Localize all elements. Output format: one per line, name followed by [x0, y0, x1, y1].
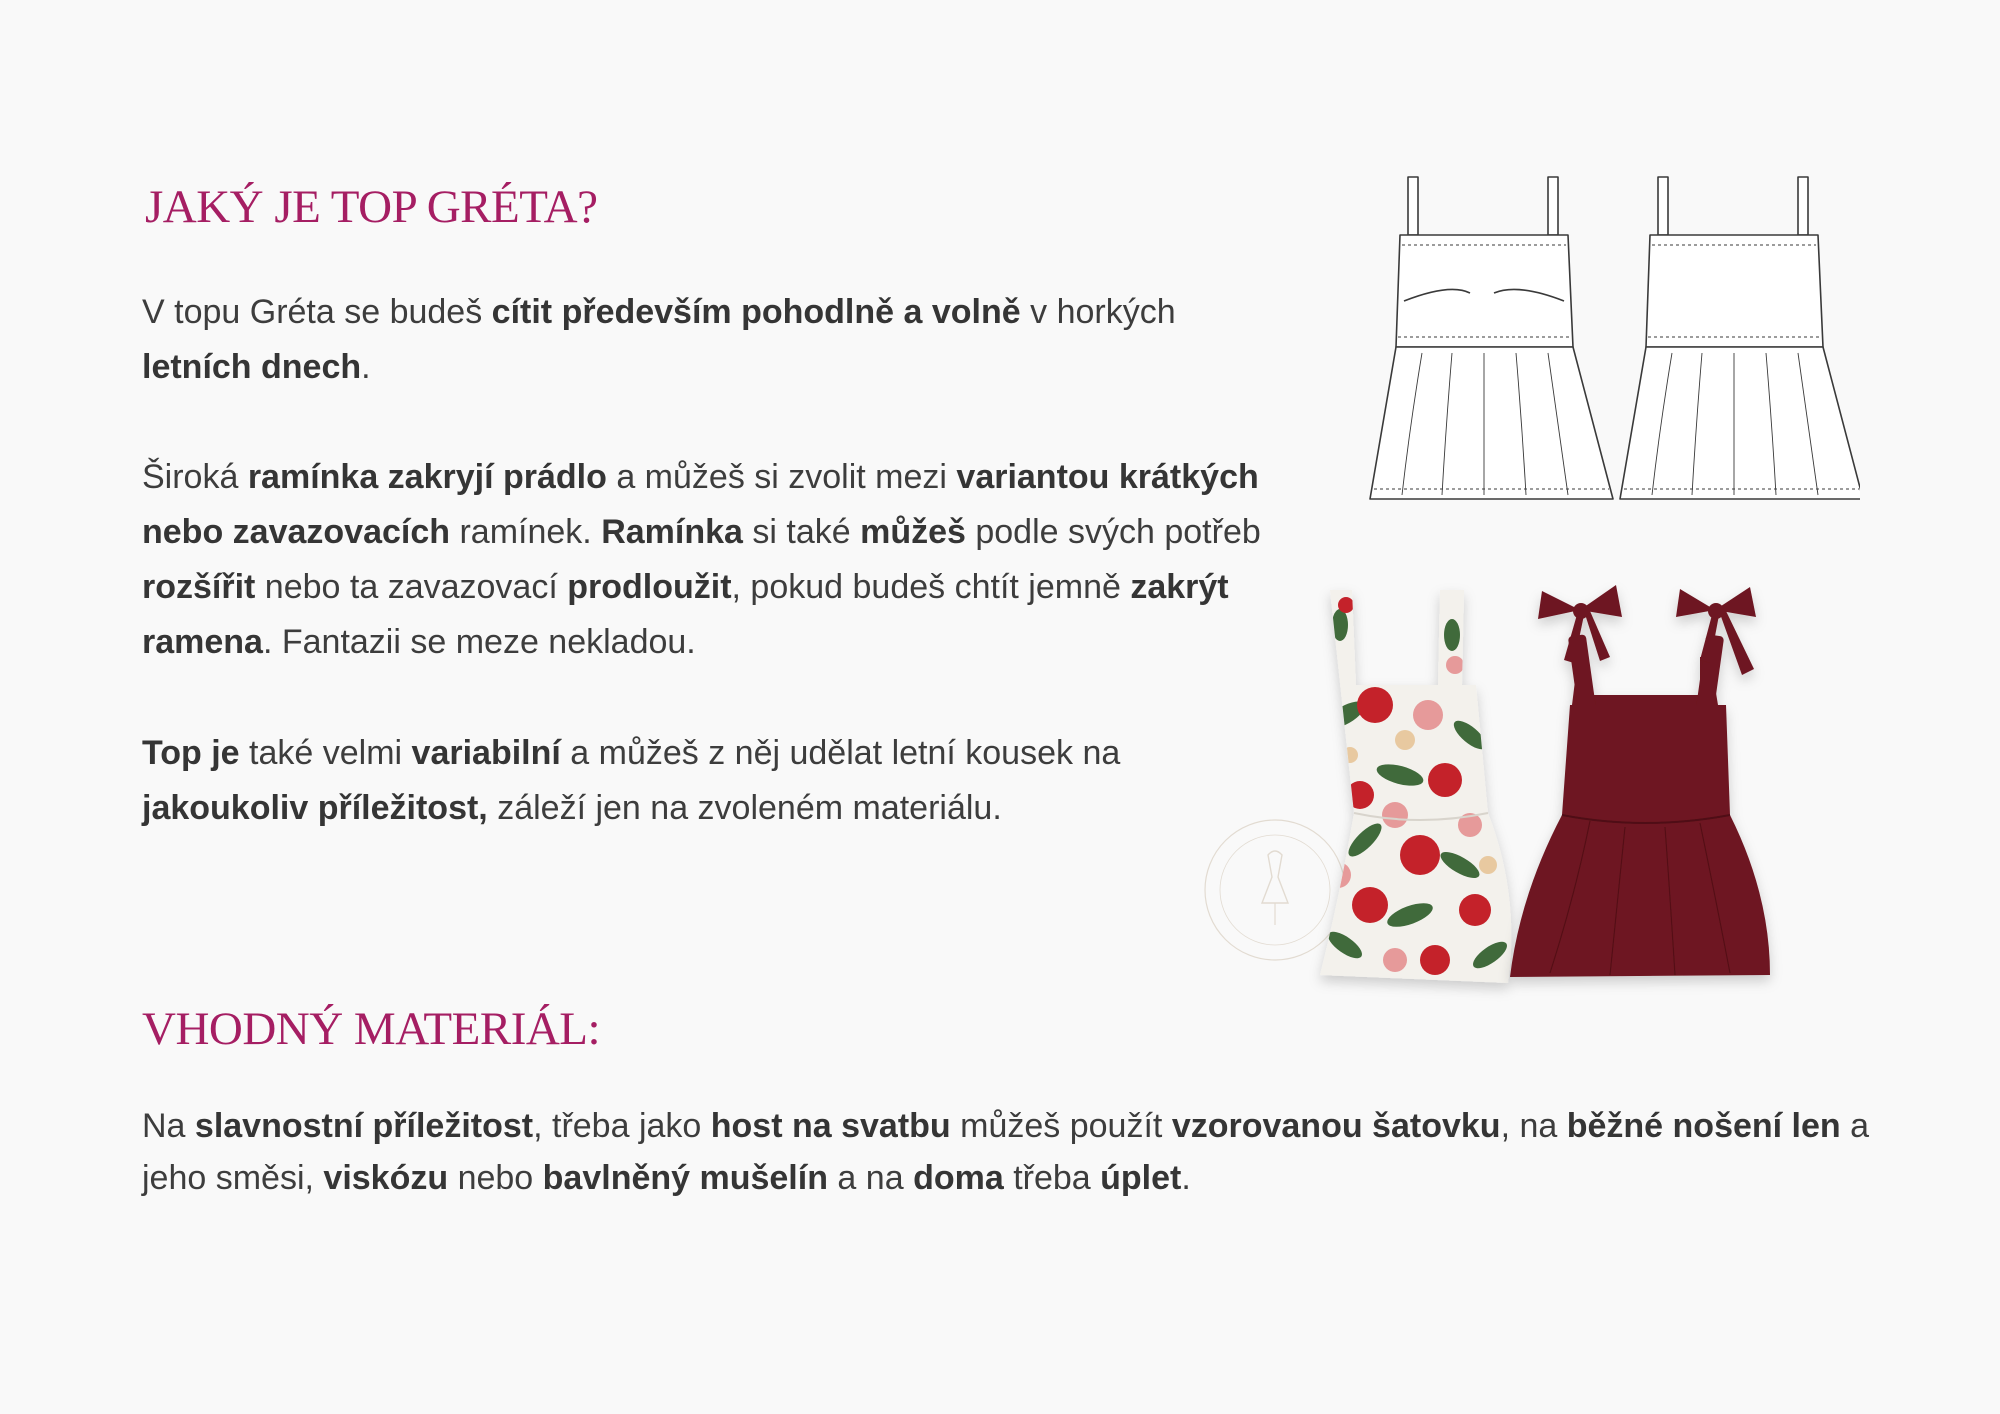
- bold-text: doma: [913, 1159, 1004, 1197]
- text-run: a jeho směsi,: [142, 1107, 1870, 1197]
- text-run: také velmi: [239, 734, 412, 772]
- paragraph-variability: [142, 726, 1272, 836]
- photo-floral-top: [1320, 590, 1511, 983]
- text-run: si také: [742, 513, 861, 551]
- text-run: a můžeš z něj udělat letní kousek na: [560, 734, 1121, 772]
- text-run: . Fantazii se meze nekladou.: [262, 623, 696, 661]
- technical-sketches: [1360, 165, 1860, 525]
- bold-text: viskózu: [323, 1159, 449, 1197]
- text-run: Široká: [142, 458, 248, 496]
- text-run: .: [1181, 1159, 1191, 1197]
- bold-text: bavlněný mušelín: [542, 1159, 828, 1197]
- paragraph-intro: [142, 285, 1192, 395]
- sketch-back: [1620, 177, 1860, 499]
- text-run: ramínek.: [450, 513, 602, 551]
- heading-jaky-je-top: JAKÝ JE TOP GRÉTA?: [145, 181, 598, 233]
- text-run: , na: [1500, 1107, 1567, 1145]
- bold-text: můžeš: [860, 513, 966, 551]
- watermark-stamp: [1205, 820, 1345, 960]
- text-run: a můžeš si zvolit mezi: [606, 458, 957, 496]
- paragraph-straps: [142, 450, 1272, 670]
- text-run: třeba: [1003, 1159, 1101, 1197]
- photo-burgundy-top: [1510, 585, 1770, 977]
- bold-text: slavnostní příležitost: [194, 1107, 534, 1145]
- bold-text: rozšířit: [142, 568, 256, 606]
- bold-text: Top je: [142, 734, 240, 772]
- bold-text: vzorovanou šatovku: [1171, 1107, 1501, 1145]
- text-run: nebo: [448, 1159, 543, 1197]
- text-run: , třeba jako: [533, 1107, 711, 1145]
- text-run: , pokud budeš chtít jemně: [731, 568, 1131, 606]
- text-run: podle svých potřeb: [965, 513, 1261, 551]
- bold-text: variabilní: [411, 734, 561, 772]
- product-photos: [1170, 565, 1920, 1005]
- text-run: v horkých: [1020, 293, 1176, 331]
- heading-vhodny-material: VHODNÝ MATERIÁL:: [142, 1003, 601, 1055]
- text-run: záleží jen na zvoleném materiálu.: [487, 789, 1002, 827]
- sketch-front: [1370, 177, 1613, 499]
- text-run: .: [361, 348, 371, 386]
- bold-text: ramínka zakryjí prádlo: [247, 458, 607, 496]
- bold-text: běžné nošení len: [1566, 1107, 1841, 1145]
- bold-text: jakoukoliv příležitost,: [142, 789, 488, 827]
- bold-text: letních dnech: [142, 348, 362, 386]
- bold-text: host na svatbu: [710, 1107, 951, 1145]
- bold-text: Ramínka: [601, 513, 743, 551]
- paragraph-materials: [142, 1100, 1892, 1204]
- text-run: Na: [142, 1107, 195, 1145]
- bold-text: variantou krátkých nebo zavazovacích: [142, 458, 1259, 551]
- bold-text: úplet: [1100, 1159, 1182, 1197]
- text-run: a na: [827, 1159, 914, 1197]
- bold-text: prodloužit: [567, 568, 732, 606]
- text-run: V topu Gréta se budeš: [142, 293, 492, 331]
- text-run: nebo ta zavazovací: [255, 568, 568, 606]
- bold-text: zakrýt ramena: [142, 568, 1229, 661]
- bold-text: cítit především pohodlně a volně: [491, 293, 1021, 331]
- text-run: můžeš použít: [950, 1107, 1172, 1145]
